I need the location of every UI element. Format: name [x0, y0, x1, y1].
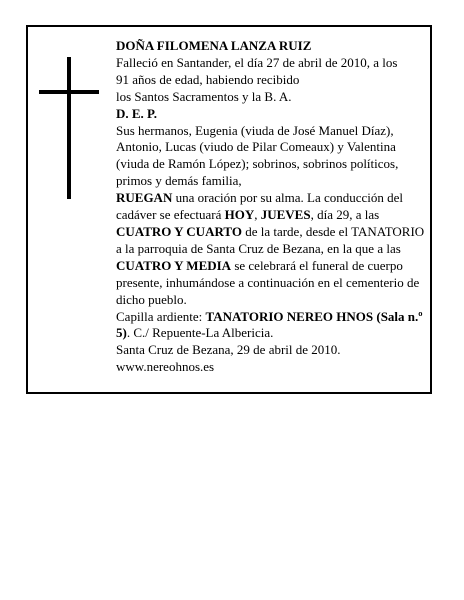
obituary-notice — [26, 25, 432, 394]
notice-text — [116, 38, 426, 376]
funeral-day-hoy: HOY — [224, 207, 255, 223]
funeral-text-5: se celebrará el funeral de cuerpo presente, inhumándose a continuación en el cementerio de dicho pueblo. — [116, 257, 420, 307]
funeral-text-2: , — [254, 207, 261, 223]
death-line-1: Falleció en Santander, el día 27 de abril de 2010, a los — [116, 54, 398, 70]
deceased-name: DOÑA FILOMENA LANZA RUIZ — [116, 38, 312, 53]
place-date: Santa Cruz de Bezana, 29 de abril de 2010. — [116, 342, 341, 358]
family-paragraph: Sus hermanos, Eugenia (viuda de José Manuel Díaz), Antonio, Lucas (viudo de Pilar Comeaux) y Valentina (viuda de Ramón López); sobrinos, sobrinos políticos, primos y demás familia, — [116, 122, 399, 189]
funeral-day-jueves: JUEVES — [260, 207, 311, 223]
latin-cross-icon — [39, 57, 99, 199]
funeral-time: CUATRO Y MEDIA — [116, 257, 232, 273]
website-text: www.nereohnos.es — [116, 359, 215, 375]
funeral-text-4: de la tarde, desde el TANATORIO a la parroquia de Santa Cruz de Bezana, en la que a las — [116, 223, 425, 256]
chapel-label: Capilla ardiente: — [116, 308, 206, 324]
funeral-paragraph — [116, 190, 426, 308]
death-line-3: los Santos Sacramentos y la B. A. — [116, 88, 292, 104]
chapel-name: TANATORIO NEREO HNOS (Sala n.º 5) — [116, 308, 423, 341]
chapel-address: . C./ Repuente-La Albericia. — [126, 325, 274, 341]
funeral-text-3: , día 29, a las — [310, 207, 380, 223]
chapel-line — [116, 309, 426, 343]
conduction-time: CUATRO Y CUARTO — [116, 223, 242, 239]
death-line-2: 91 años de edad, habiendo recibido — [116, 71, 300, 87]
ruegan-word: RUEGAN — [116, 190, 173, 206]
dep-heading: D. E. P. — [116, 105, 158, 121]
funeral-text-1: una oración por su alma. La conducción del cadáver se efectuará — [116, 190, 404, 223]
